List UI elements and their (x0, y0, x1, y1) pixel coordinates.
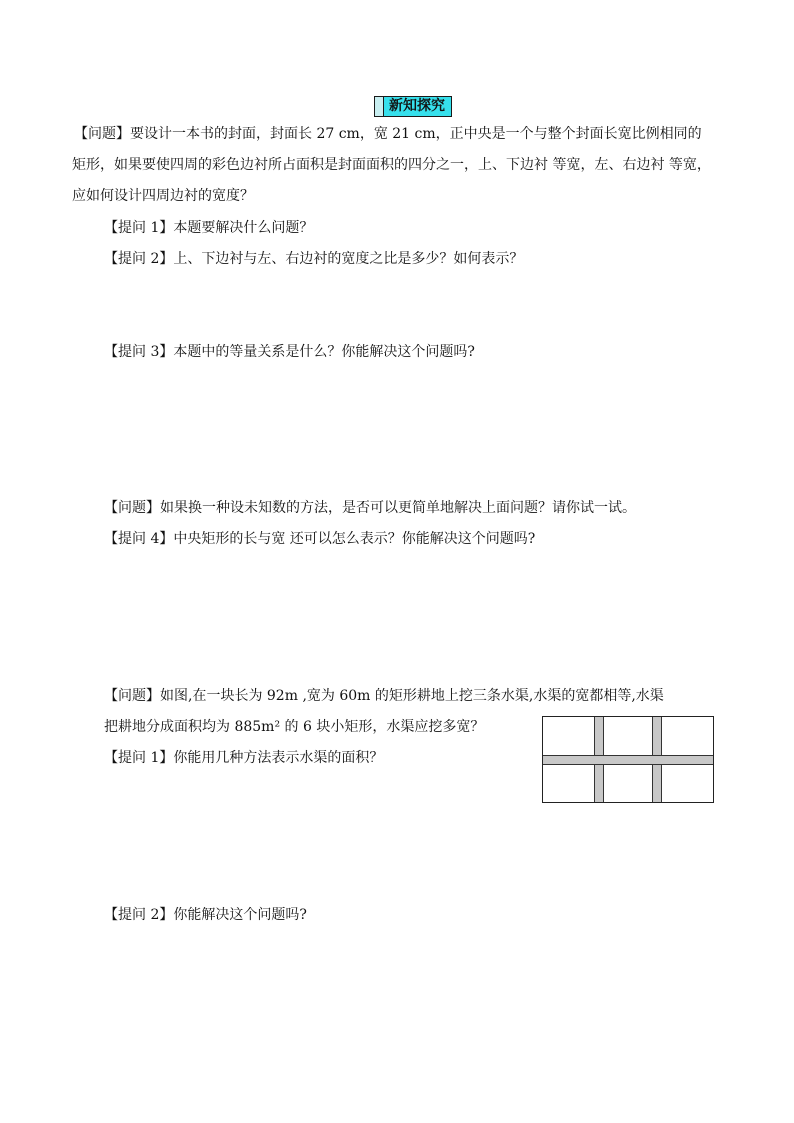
hint-4: 【提问 4】中央矩形的长与宽 还可以怎么表示？你能解决这个问题吗? (104, 531, 536, 547)
canal-horizontal (543, 755, 713, 765)
problem2: 【问题】如果换一种设未知数的方法，是否可以更简单地解决上面问题？请你试一试。 (104, 500, 636, 516)
problem1-line1: 【问题】要设计一本书的封面，封面长 27 cm，宽 21 cm，正中央是一个与整个封面长宽比例相同的 (74, 126, 702, 142)
hint-6: 【提问 2】你能解决这个问题吗? (104, 907, 307, 923)
problem1-line2: 矩形，如果要使四周的彩色边衬所占面积是封面面积的四分之一，上、下边衬 等宽，左、右边衬 等宽， (72, 157, 711, 173)
hint-3: 【提问 3】本题中的等量关系是什么？你能解决这个问题吗? (104, 344, 475, 360)
section-title: 新知探究 (389, 98, 445, 114)
hint-5: 【提问 1】你能用几种方法表示水渠的面积？ (104, 750, 384, 766)
hint-1: 【提问 1】本题要解决什么问题？ (104, 220, 314, 236)
farmland-figure (542, 716, 714, 803)
section-title-box (374, 96, 452, 117)
problem3-line1: 【问题】如图,在一块长为 92m ,宽为 60m 的矩形耕地上挖三条水渠,水渠的宽都相等,水渠 (104, 688, 664, 704)
problem3-line2: 把耕地分成面积均为 885m² 的 6 块小矩形，水渠应挖多宽？ (104, 719, 485, 735)
title-marker (375, 97, 384, 116)
problem1-line3: 应如何设计四周边衬的宽度？ (72, 188, 254, 204)
hint-2: 【提问 2】上、下边衬与左、右边衬的宽度之比是多少？如何表示？ (104, 251, 524, 267)
